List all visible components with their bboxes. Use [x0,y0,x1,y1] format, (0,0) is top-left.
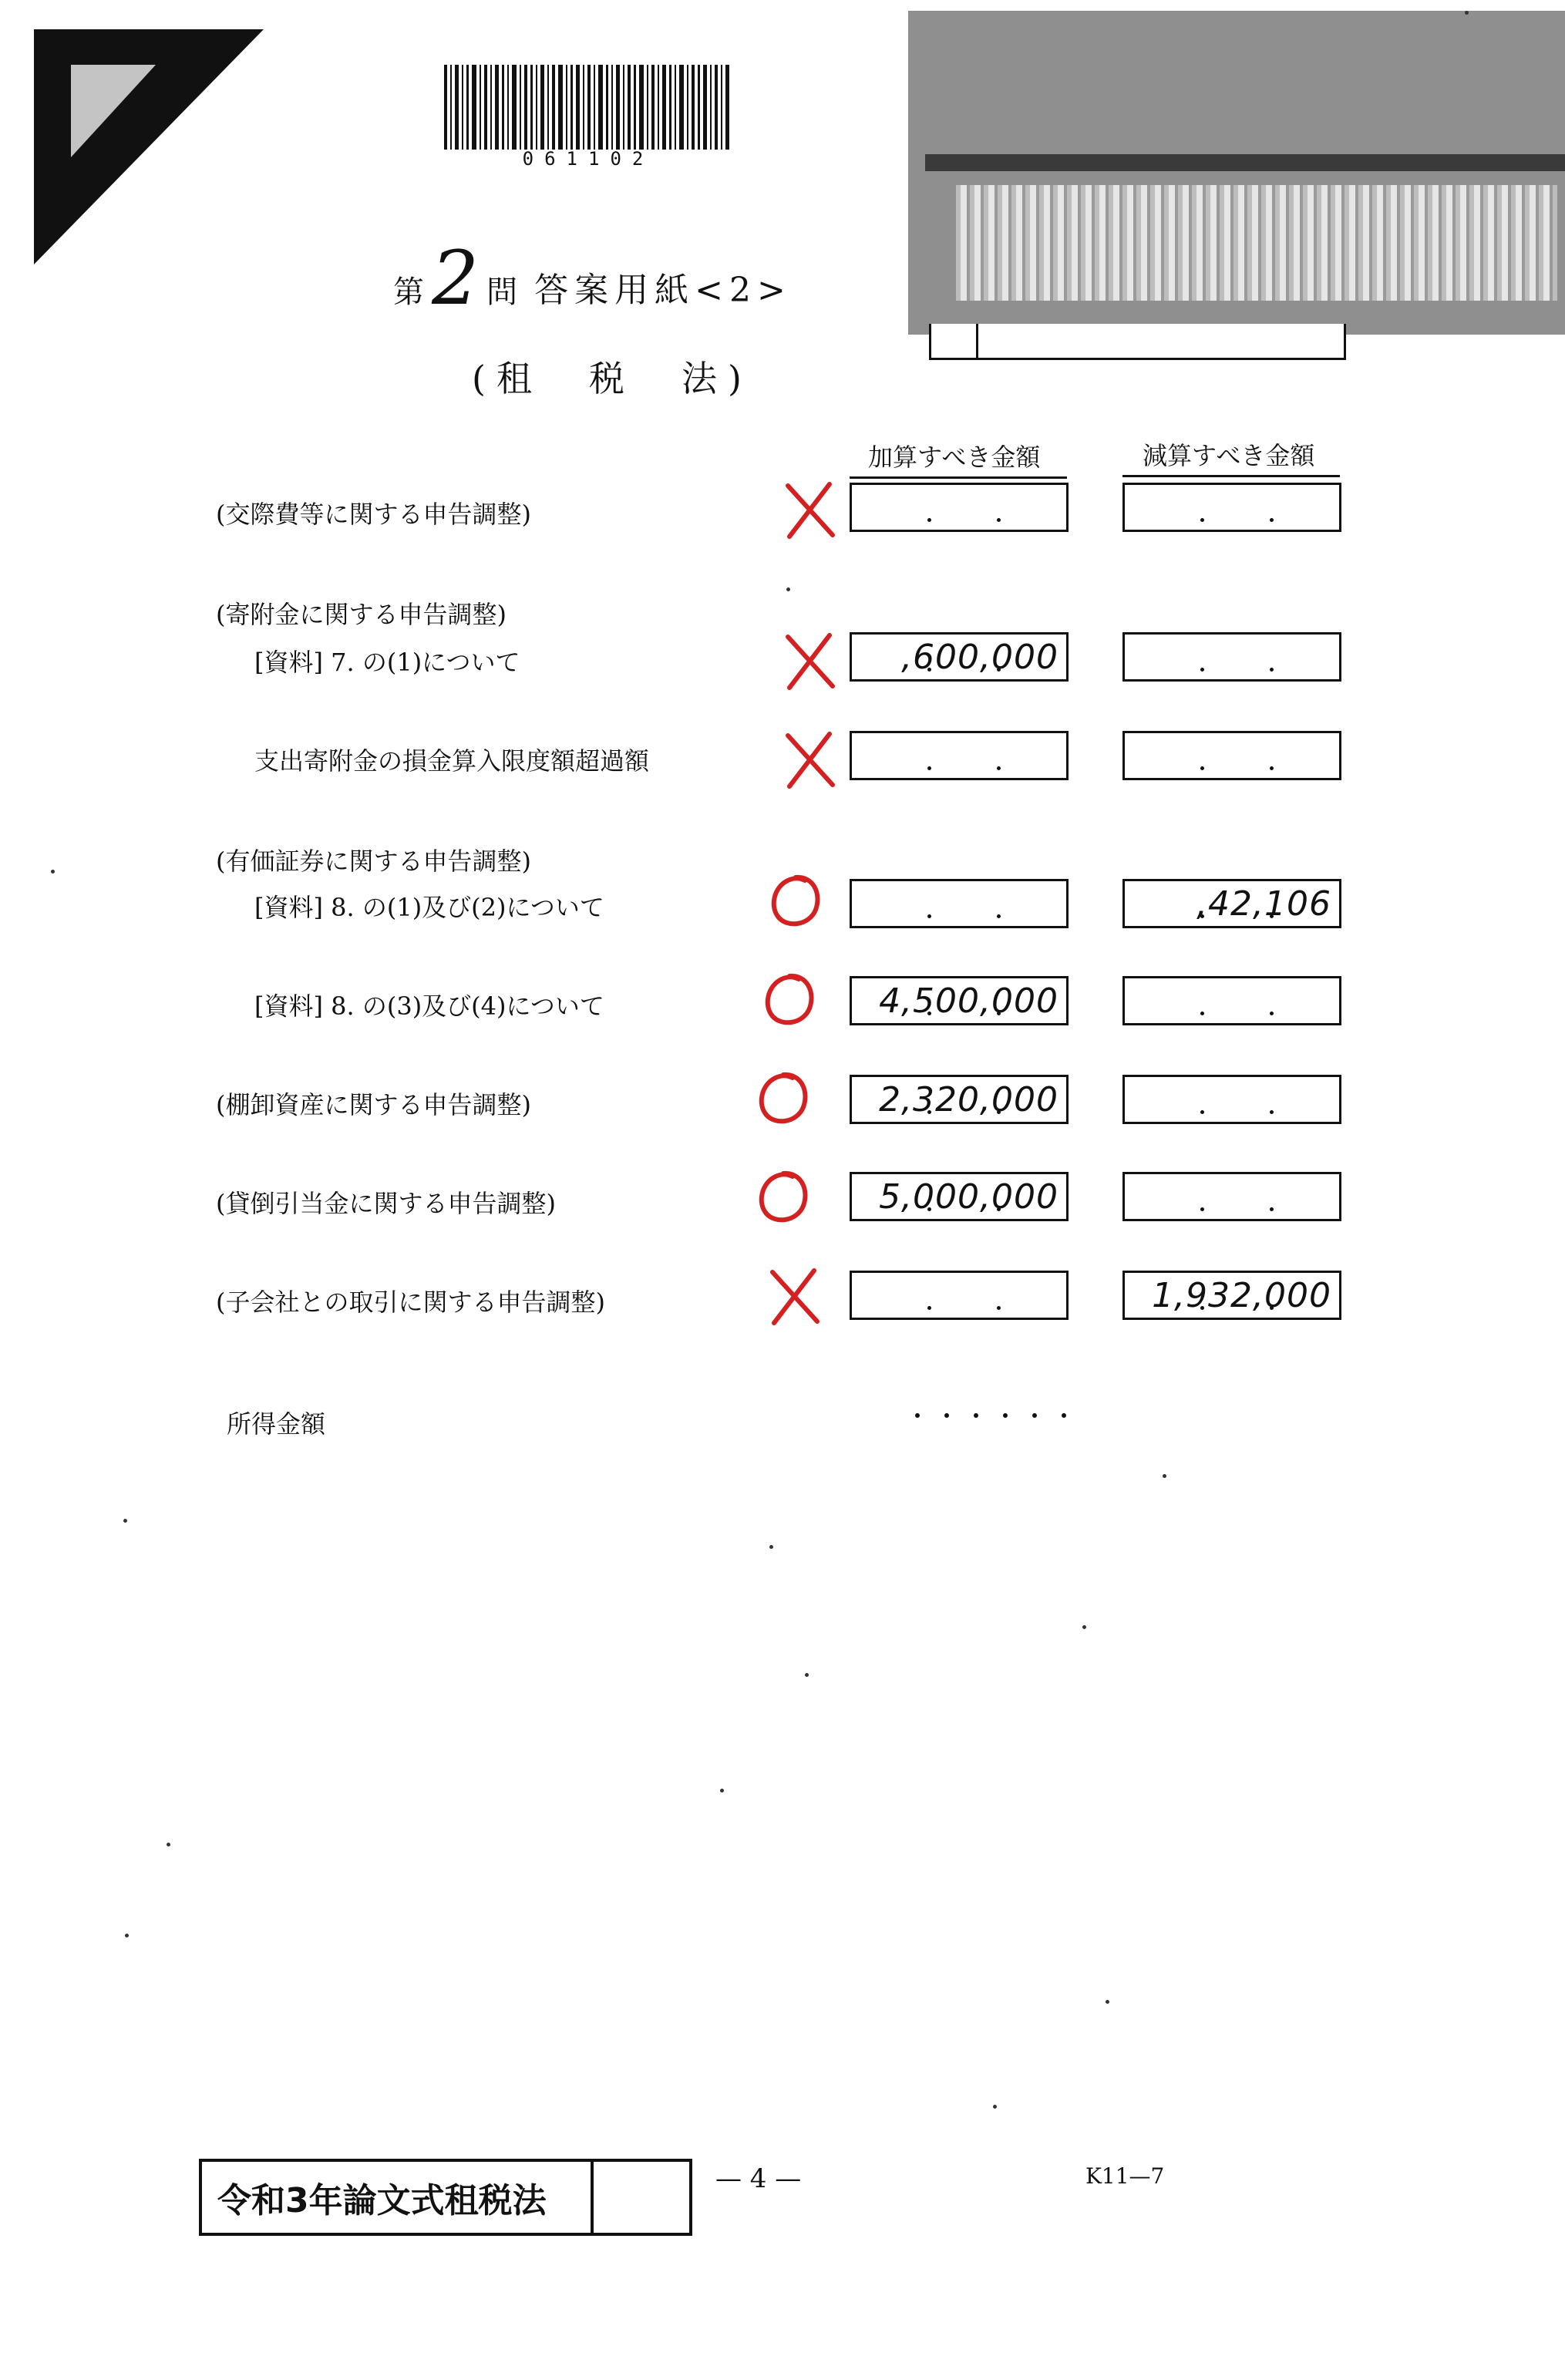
footer-exam-title: 令和3年論文式租税法 [217,2181,547,2220]
page-number: — 4 — [715,2163,802,2194]
row-label-securities-8-1-2: [資料] 8. の(1)及び(2)について [254,893,604,922]
answer-box-subtract[interactable] [1122,731,1341,780]
answer-add-value: 4,500,000 [879,981,1058,1021]
row-label-bad-debt: (貸倒引当金に関する申告調整) [216,1189,556,1218]
answer-box-subtract[interactable] [1122,1075,1341,1124]
scan-speck [720,1789,724,1793]
scan-speck [1465,11,1469,15]
student-number-box [929,324,1346,360]
section-entertainment: (交際費等に関する申告調整) [216,500,531,529]
grade-cross-mark [779,480,840,541]
scan-speck [123,1519,127,1523]
answer-box-subtract[interactable] [1122,976,1341,1025]
scan-speck [993,2105,997,2109]
row-label-inventory: (棚卸資産に関する申告調整) [216,1090,531,1119]
question-number: 2 [432,235,480,321]
scan-speck [1082,1625,1086,1629]
answer-box-add[interactable] [850,879,1069,928]
answer-box-add[interactable] [850,976,1069,1025]
scan-speck [51,870,55,874]
column-header-subtract-underline [1122,475,1340,477]
torn-paper-speckle [956,185,1557,301]
row-label-donation-excess: 支出寄附金の損金算入限度額超過額 [254,746,650,776]
barcode [444,65,732,150]
answer-add-value: 2,320,000 [879,1080,1058,1119]
scan-speck [786,587,790,591]
row-label-donation-7-1: [資料] 7. の(1)について [254,648,520,677]
answer-box-add[interactable] [850,731,1069,780]
scan-speck [769,1545,773,1549]
footer-box-divider [591,2159,594,2236]
barcode-number: 061102 [522,148,655,170]
sheet-title [393,235,792,321]
answer-box-add[interactable] [850,1172,1069,1221]
grade-cross-mark [763,1266,825,1328]
answer-box-subtract[interactable] [1122,879,1341,928]
answer-add-value: ,600,000 [901,638,1058,677]
grade-circle-mark [752,1067,814,1129]
grade-cross-mark [779,631,840,692]
title-prefix: 第 [393,274,424,311]
section-donation: (寄附金に関する申告調整) [216,600,507,629]
scan-speck [1106,2000,1109,2004]
scan-speck [125,1934,129,1937]
scan-speck [1163,1474,1166,1478]
column-header-add: 加算すべき金額 [868,443,1041,472]
answer-box-add[interactable] [850,1271,1069,1320]
income-label: 所得金額 [227,1409,326,1439]
answer-add-value: 5,000,000 [879,1177,1058,1217]
form-code: K11—7 [1085,2163,1165,2189]
title-suffix: 問 [486,274,518,311]
grade-circle-mark [765,870,826,931]
answer-subtract-value: 1,932,000 [1152,1276,1331,1315]
row-label-securities-8-3-4: [資料] 8. の(3)及び(4)について [254,991,604,1021]
answer-subtract-value: ,42,106 [1196,884,1331,924]
grade-circle-mark [759,968,820,1030]
scan-speck [805,1673,809,1677]
answer-box-add[interactable] [850,632,1069,682]
scan-speck [167,1843,170,1846]
answer-box-subtract[interactable] [1122,483,1341,532]
column-header-subtract: 減算すべき金額 [1143,441,1315,470]
section-securities: (有価証券に関する申告調整) [216,847,531,876]
column-header-add-underline [850,476,1067,479]
subtitle: (租 税 法) [472,358,752,399]
answer-box-add[interactable] [850,1075,1069,1124]
answer-box-subtract[interactable] [1122,1271,1341,1320]
corner-triangle-speckle [71,65,156,157]
answer-box-subtract[interactable] [1122,1172,1341,1221]
torn-paper-fold [925,154,1565,171]
title-main: 答案用紙<2> [534,271,792,311]
income-leader-dots: ・・・・・・ [905,1402,1082,1431]
answer-box-subtract[interactable] [1122,632,1341,682]
answer-box-add[interactable] [850,483,1069,532]
grade-cross-mark [779,729,840,791]
grade-circle-mark [752,1166,814,1227]
student-number-box-divider [976,324,978,358]
row-label-subsidiary: (子会社との取引に関する申告調整) [216,1288,605,1317]
